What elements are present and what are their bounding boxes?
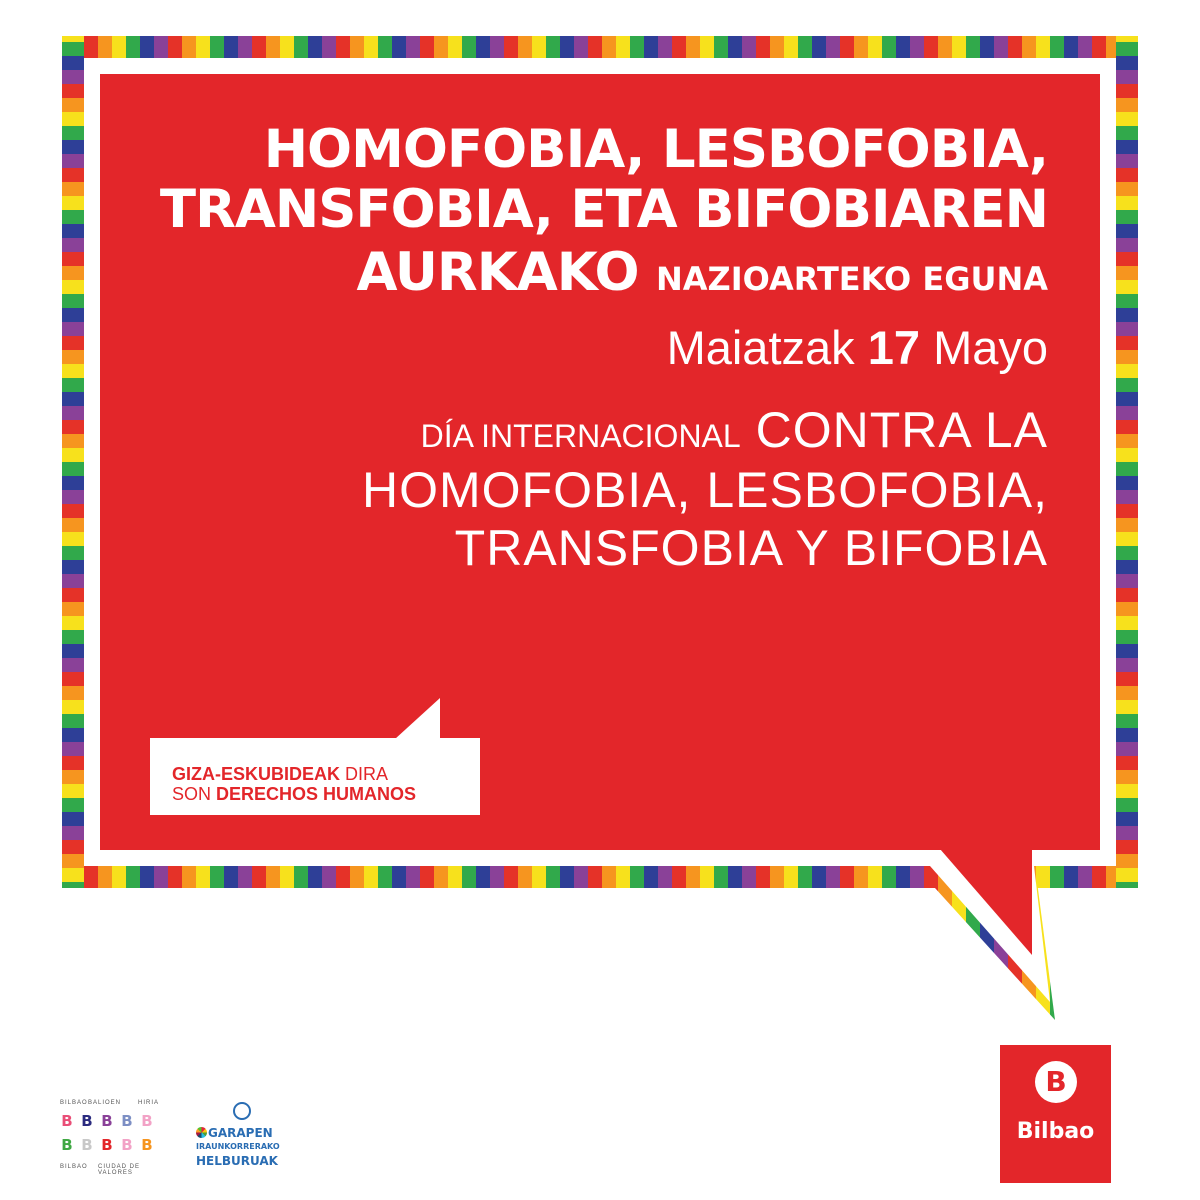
values-logo-b: B — [61, 1112, 73, 1130]
badge-eu-bold: GIZA-ESKUBIDEAK — [172, 764, 341, 784]
bilbao-b-icon: B — [1035, 1061, 1077, 1103]
es-title-line-3: TRANSFOBIA Y BIFOBIA — [454, 520, 1048, 576]
es-title-dia: DÍA INTERNACIONAL — [420, 418, 741, 454]
es-title-line-2: HOMOFOBIA, LESBOFOBIA, — [361, 462, 1048, 518]
values-logo-b: B — [81, 1112, 93, 1130]
bilbao-logo — [1000, 1045, 1111, 1183]
values-logo-b: B — [141, 1136, 153, 1154]
sdg-line-2: IRAUNKORRERAKO — [196, 1142, 280, 1151]
badge-es-bold: DERECHOS HUMANOS — [216, 784, 417, 804]
bilbao-logo-text: Bilbao — [1016, 1119, 1095, 1144]
sdg-logo — [196, 1102, 296, 1172]
values-logo-b: B — [101, 1136, 113, 1154]
values-logo-word-3: HIRIA — [138, 1100, 160, 1106]
values-logo-b: B — [121, 1112, 133, 1130]
values-logo-bottom-2: CIUDAD DE VALORES — [98, 1164, 141, 1176]
ciudad-de-valores-logo — [60, 1100, 160, 1176]
date-es-month: Mayo — [933, 321, 1048, 374]
eu-title-line-3 — [356, 243, 1048, 309]
values-logo-word-1: BILBAO — [60, 1100, 88, 1106]
values-logo-b: B — [61, 1136, 73, 1154]
event-date — [667, 320, 1048, 376]
values-logo-b: B — [121, 1136, 133, 1154]
eu-title-line-1: HOMOFOBIA, LESBOFOBIA, — [263, 119, 1048, 180]
sdg-line-1: GARAPEN — [208, 1126, 273, 1140]
eu-title-nazioarteko: NAZIOARTEKO EGUNA — [655, 260, 1048, 298]
values-logo-bottom-1: BILBAO — [60, 1164, 88, 1170]
es-title-contra: CONTRA LA — [755, 402, 1048, 458]
eu-title-line-2: TRANSFOBIA, ETA BIFOBIAREN — [159, 179, 1048, 240]
eu-title-aurkako: AURKAKO — [356, 242, 639, 303]
values-logo-b: B — [141, 1112, 153, 1130]
rainbow-border-top — [62, 36, 1138, 58]
es-title-line-1 — [421, 402, 1048, 464]
un-emblem-icon — [233, 1102, 251, 1120]
sdg-wheel-icon — [196, 1127, 207, 1138]
rainbow-border-right — [1116, 36, 1138, 888]
values-logo-b: B — [101, 1112, 113, 1130]
values-logo-b: B — [81, 1136, 93, 1154]
values-logo-word-2: BALIOEN — [88, 1100, 122, 1106]
badge-eu-rest: DIRA — [345, 764, 389, 784]
date-day: 17 — [867, 321, 920, 374]
sdg-line-3: HELBURUAK — [196, 1154, 278, 1168]
badge-line-es — [172, 784, 416, 805]
badge-es-rest: SON — [172, 784, 212, 804]
badge-line-eu — [172, 764, 388, 785]
date-eu-month: Maiatzak — [666, 321, 855, 374]
rainbow-border-left — [62, 36, 84, 888]
